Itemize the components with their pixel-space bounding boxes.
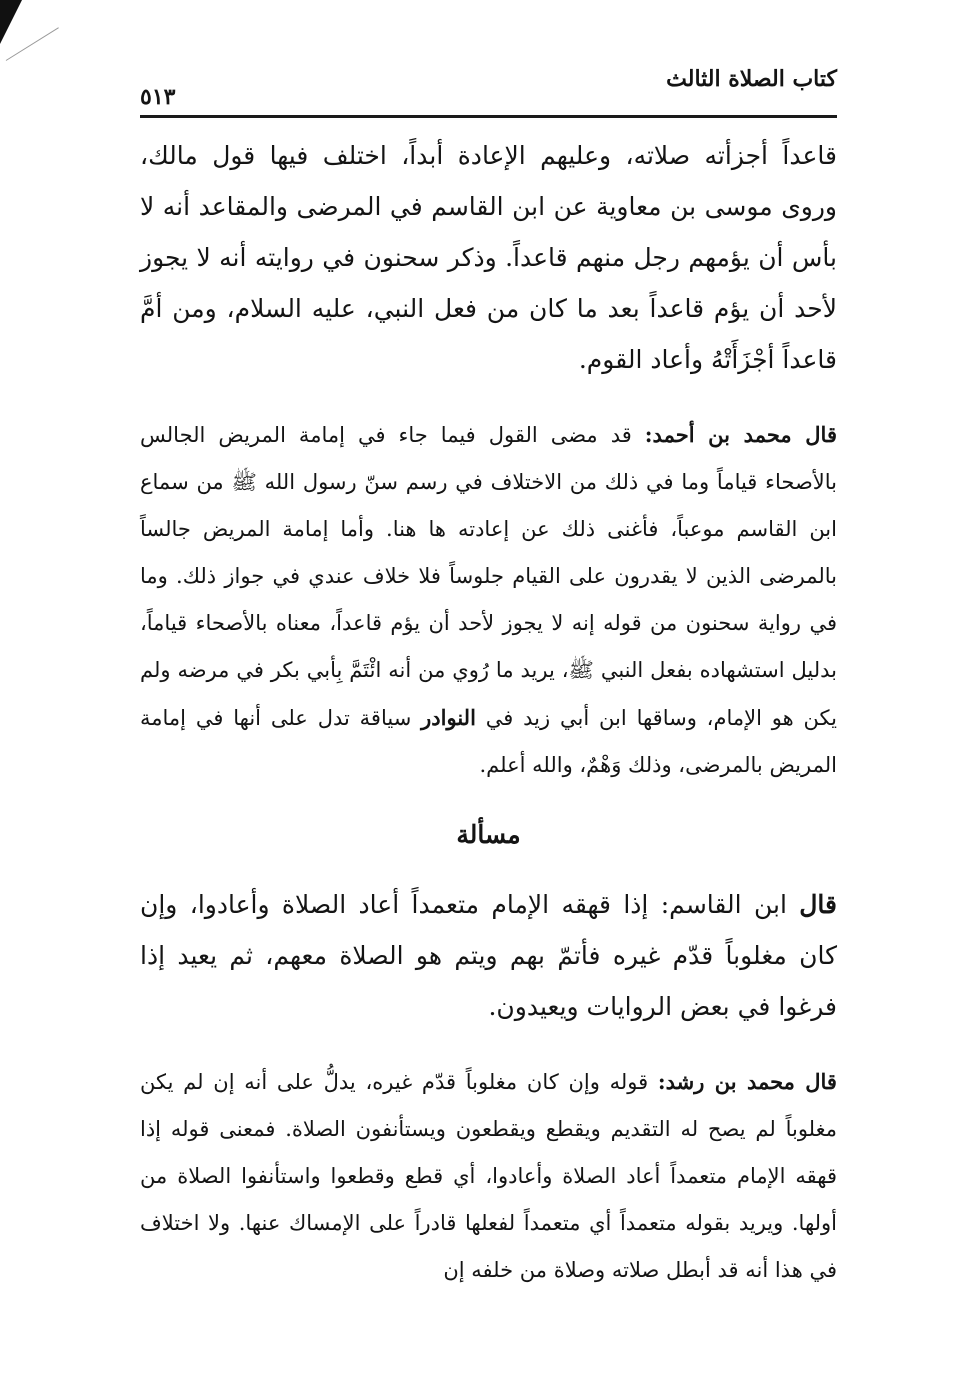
paragraph-1-text: قاعداً أجزأته صلاته، وعليهم الإعادة أبداً، اختلف فيها قول مالك، وروى موسى بن معاوية عن ابن القاسم في المرضى والمقاعد أنه لا بأس أن يؤمهم رجل منهم قاعداً. وذكر سحنون في روايته أنه لا يجوز لأحد أن يؤم قاعداً بعد ما كان من فعل النبي، عليه السلام، ومن أمَّ قاعداً أجْزَأَتْهُ وأعاد القوم. [140, 141, 837, 374]
running-title: كتاب الصلاة الثالث [666, 66, 837, 92]
paragraph-2 [140, 411, 837, 789]
scan-corner-mark [0, 0, 22, 44]
page-body [140, 130, 837, 1318]
paragraph-3 [140, 879, 837, 1032]
paragraph-2-tail: سياقة تدل على أنها في إمامة المريض بالمرضى، وذلك وَهْمٌ، والله أعلم. [140, 706, 837, 777]
paragraph-4 [140, 1058, 837, 1294]
page-number: ٥١٣ [140, 84, 176, 110]
paragraph-4-text: قوله وإن كان مغلوباً قدّم غيره، يدلُّ على أنه إن لم يكن مغلوباً لم يصح له التقديم ويقطع ويقطعون ويستأنفون الصلاة. فمعنى قوله إذا قهقه الإمام متعمداً أعاد الصلاة وأعادوا، أي قطع وقطعوا واستأنفوا الصلاة من أولها. ويريد بقوله متعمداً أي متعمداً لفعلها قادراً على الإمساك عنها. ولا اختلاف في هذا أنه قد أبطل صلاته وصلاة من خلفه إن [140, 1070, 837, 1282]
page-header [140, 66, 837, 118]
speaker-label: قال محمد بن أحمد: [644, 422, 837, 447]
speaker-label: قال [799, 890, 837, 919]
header-rule [140, 115, 837, 118]
section-heading: مسألة [456, 820, 521, 849]
paragraph-1 [140, 130, 837, 385]
paragraph-2-text: قد مضى القول فيما جاء في إمامة المريض الجالس بالأصحاء قياماً وما في ذلك من الاختلاف في رسم سنّ رسول الله ﷺ من سماع ابن القاسم موعباً، فأغنى ذلك عن إعادته ها هنا. وأما إمامة المريض جالساً بالمرضى الذين لا يقدرون على القيام جلوساً فلا خلاف عندي في جواز ذلك. وما في رواية سحنون من قوله إنه لا يجوز لأحد أن يؤم قاعداً، معناه بالأصحاء قياماً، بدليل استشهاده بفعل النبي ﷺ، يريد ما رُوي من أنه ائْتَمَّ بِأبي بكر في مرضه ولم يكن هو الإمام، وساقها ابن أبي زيد في [140, 423, 837, 730]
book-title-term: النوادر [421, 705, 476, 730]
speaker-label: قال محمد بن رشد: [657, 1069, 837, 1094]
paragraph-3-text: ابن القاسم: إذا قهقه الإمام متعمداً أعاد الصلاة وأعادوا، وإن كان مغلوباً قدّم غيره فأتمّ بهم ويتم هو الصلاة معهم، ثم يعيد إذا فرغوا في بعض الروايات ويعيدون. [140, 890, 837, 1021]
